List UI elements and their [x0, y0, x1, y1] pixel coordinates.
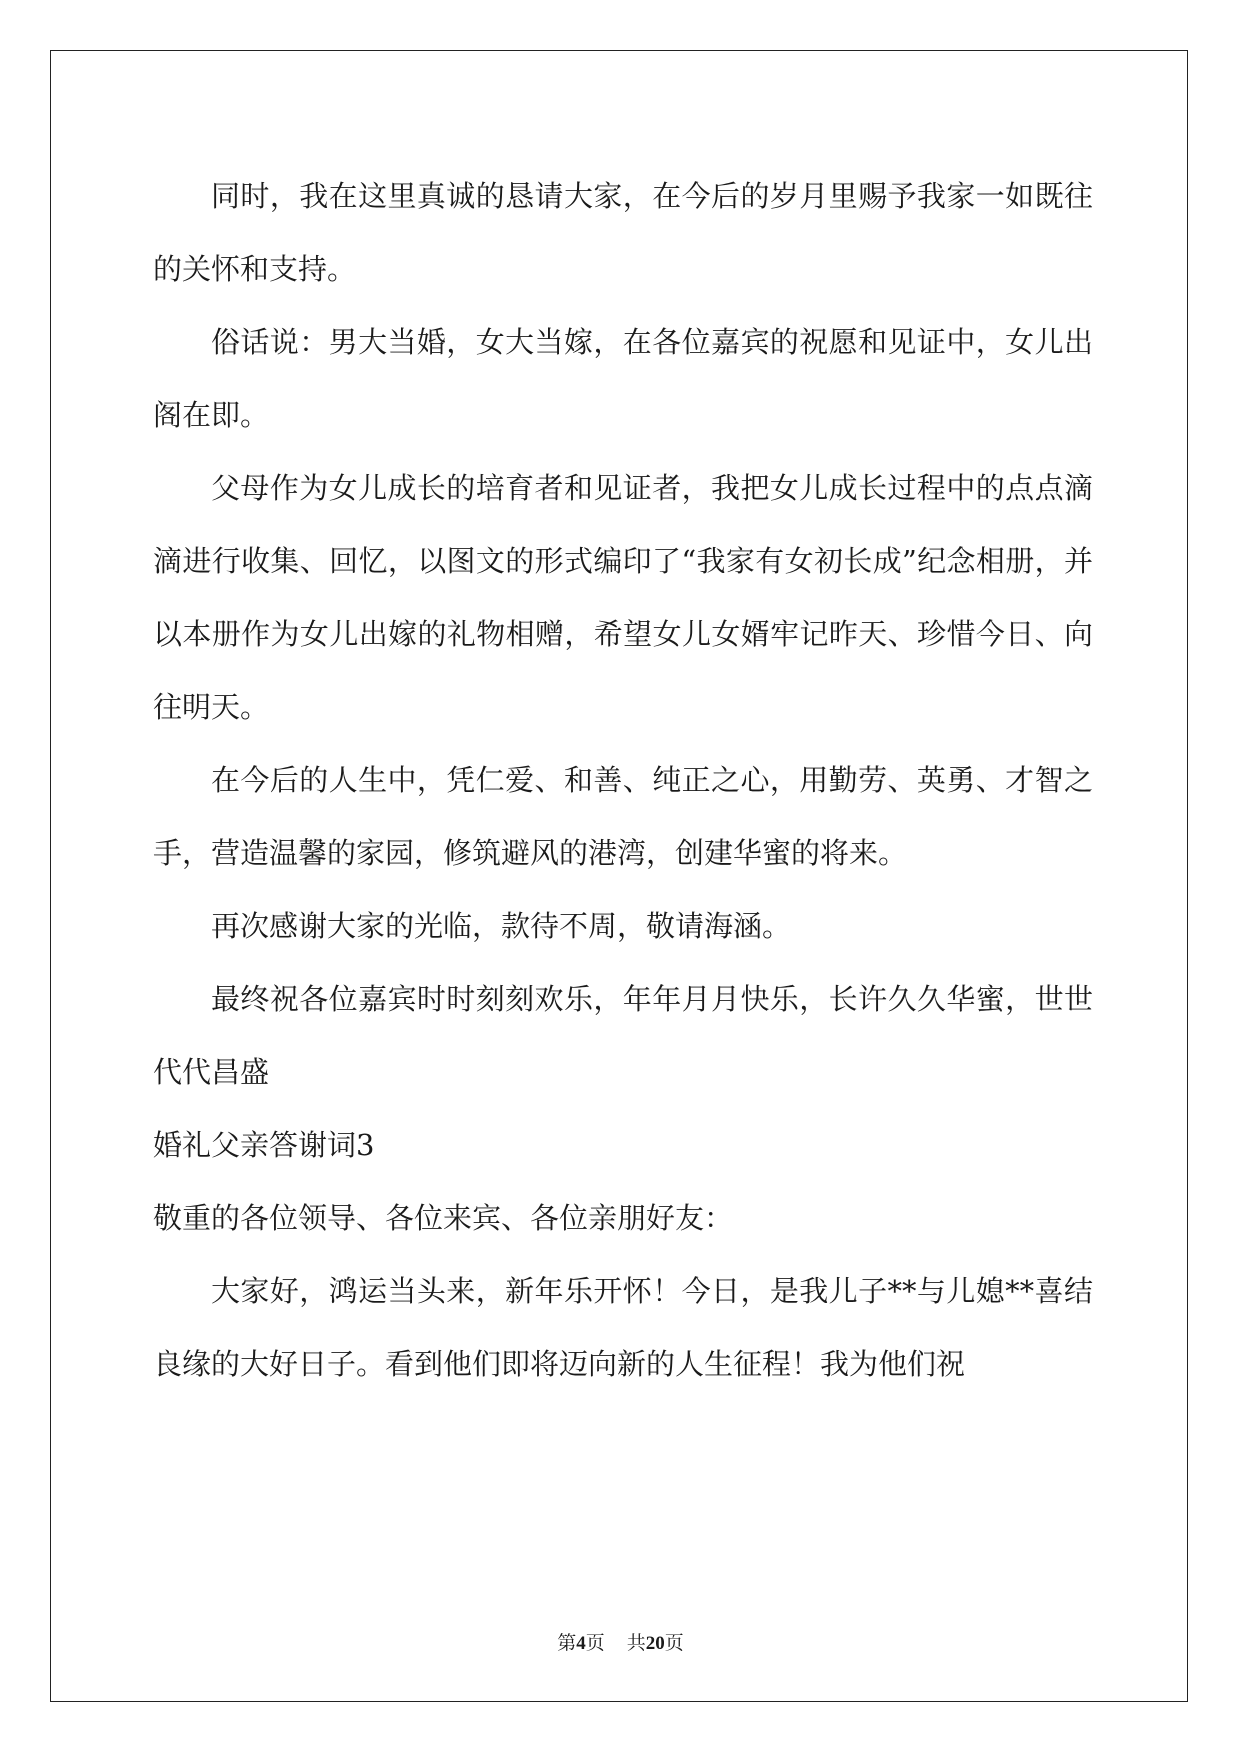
- footer-total-pages: 20: [645, 1633, 665, 1654]
- page-footer: [0, 1628, 1241, 1655]
- paragraph-5: 再次感谢大家的光临，款待不周，敬请海涵。: [211, 909, 792, 943]
- footer-total-suffix: 页: [664, 1632, 684, 1654]
- footer-total-prefix: 共: [626, 1632, 646, 1654]
- salutation: 敬重的各位领导、各位来宾、各位亲朋好友：: [153, 1201, 734, 1235]
- footer-page-number: 4: [576, 1633, 586, 1654]
- paragraph-6: 最终祝各位嘉宾时时刻刻欢乐，年年月月快乐，长许久久华蜜，世世代代昌盛: [153, 982, 1093, 1089]
- document-body: [153, 160, 1093, 1401]
- paragraph-7: 大家好，鸿运当头来，新年乐开怀！今日，是我儿子**与儿媳**喜结良缘的大好日子。看到他们即将迈向新的人生征程！我为他们祝: [153, 1274, 1093, 1381]
- paragraph-2: 俗话说：男大当婚，女大当嫁，在各位嘉宾的祝愿和见证中，女儿出阁在即。: [153, 325, 1093, 432]
- paragraph-1: 同时，我在这里真诚的恳请大家，在今后的岁月里赐予我家一如既往的关怀和支持。: [153, 179, 1093, 286]
- paragraph-3: 父母作为女儿成长的培育者和见证者，我把女儿成长过程中的点点滴滴进行收集、回忆，以图文的形式编印了“我家有女初长成”纪念相册，并以本册作为女儿出嫁的礼物相赠，希望女儿女婿牢记昨天、珍惜今日、向往明天。: [153, 471, 1093, 724]
- paragraph-4: 在今后的人生中，凭仁爱、和善、纯正之心，用勤劳、英勇、才智之手，营造温馨的家园，修筑避风的港湾，创建华蜜的将来。: [153, 763, 1093, 870]
- section-heading: 婚礼父亲答谢词3: [153, 1128, 375, 1162]
- footer-prefix: 第: [557, 1632, 577, 1654]
- footer-page-suffix: 页: [585, 1632, 605, 1654]
